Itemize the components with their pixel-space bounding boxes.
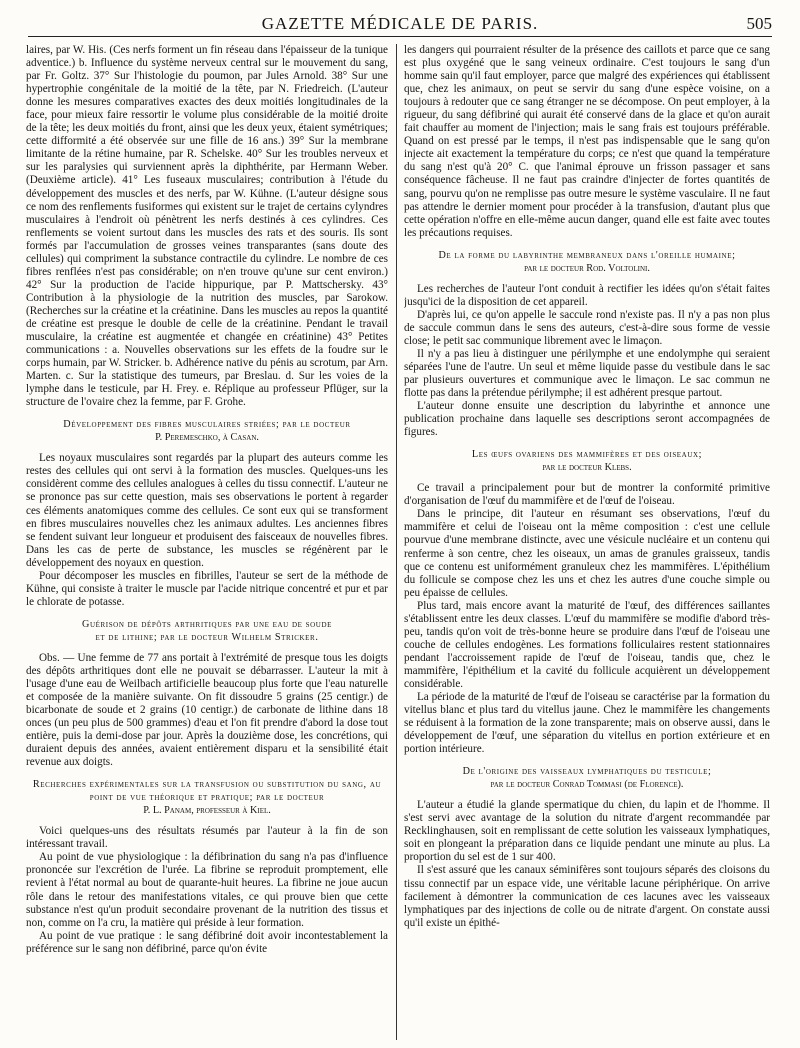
article-heading-transfusion: [26, 778, 388, 817]
contents-list: laires, par W. His. (Ces nerfs forment un fin réseau dans l'épaisseur de la tunique adventice.) b. Influence du système nerveux central sur le mouvement du sang, par Fr. Goltz. 37° Sur l'histologie du poumon, par Jules Arnold. 38° Sur une hypertrophie congénitale de la moitié de la tête, par N. Friedreich. (L'auteur donne les mesures comparatives exactes des deux moitiés longitudinales de la face, pour mieux faire ressortir le volume plus considérable de la moitié droite de la tête; les deux moitiés du front, ainsi que les deux yeux, étaient symétriques; cette difformité a été observée sur une fille de 16 ans.) 39° Sur la membrane limitante de la rétine humaine, par R. Schelske. 40° Sur les troubles nerveux et sur les paralysies qui surviennent après la diphthérite, par Hermann Weber. (Deuxième article). 41° Les fuseaux musculaires; contribution à l'étude du développement des muscles et des nerfs, par W. Kühne. (L'auteur désigne sous ce nom des renflements fusiformes qui existent sur le trajet de certains cylyndres musculaires à l'endroit où pénètrent les nerfs destinés à ces cylindres. Ces renflements se voient surtout dans les muscles des rats et des souris. Ils sont formés par l'accumulation de grosses veines transparantes (sans doute des cellules) qui compriment la substance contractile du cylindre. Le nombre de ces fibres renflées n'est pas considérable; on n'en trouve qu'une sur cent environ.) 42° Sur la production de l'acide hippurique, par P. Mattschersky. 43° Contribution à la physiologie de la nutrition des muscles, par Sarokow. (Recherches sur la créatine et la créatinine. Dans les muscles au repos la quantité de créatine est presque le double de celle de la créatinine. Pendant le travail musculaire, la créatine est augmentée et changée en créatinine) 43° Petites communications : a. Nouvelles observations sur les effets de la foudre sur le corps humain, par W. Stricker. b. Adhérence native du pénis au scrotum, par Arn. Marten. c. Sur la statistique des tumeurs, par Breslau. d. Sur les voies de la lymphe dans le testicule, par H. Frey. e. Réplique au professeur Pflüger, sur la structure de l'ovaire chez la femme, par F. Grohe.: [26, 44, 388, 409]
article-paragraph: Il n'y a pas lieu à distinguer une périlymphe et une endolymphe qui seraient séparées l'une de l'autre. Un seul et même liquide passe du vestibule dans le sac par plusieurs ouvertures et communique avec le limaçon. Le sac commun ne flotte pas dans la prétendue périlymphe; il est adhérent presque partout.: [404, 347, 770, 400]
article-paragraph: Il s'est assuré que les canaux séminifères sont toujours séparés des cloisons du tissu connectif par un espace vide, une véritable lacune périphérique. On arrive facilement à démontrer la communication de ces lacunes avec les vaisseaux lymphatiques par des injections de colle ou de nitrate d'argent. On constate aussi qu'il existe un épithé-: [404, 864, 770, 929]
article-title: Recherches expérimentales sur la transfusion ou substitution du sang, au point de vue théorique et pratique; par le docteur: [32, 779, 382, 804]
article-paragraph: Ce travail a principalement pour but de montrer la conformité primitive d'organisation de l'œuf du mammifère et de l'œuf de l'oiseau.: [404, 482, 770, 508]
article-heading-labyrinthe: [404, 249, 770, 275]
article-heading-fibres: [26, 418, 388, 444]
article-author: par le docteur Rod. Voltolini.: [524, 262, 650, 274]
article-title: Développement des fibres musculaires striées; par le docteur: [63, 419, 351, 431]
column-divider: [396, 44, 397, 1040]
article-paragraph: Au point de vue pratique : le sang défibriné doit avoir incontestablement la préférence sur le sang non défibriné, parce qu'on évite: [26, 929, 388, 955]
left-column: [26, 44, 388, 1040]
article-heading-oeufs: [404, 448, 770, 474]
article-title: De l'origine des vaisseaux lymphatiques du testicule;: [462, 766, 712, 778]
article-paragraph: Voici quelques-uns des résultats résumés par l'auteur à la fin de son intéressant travail.: [26, 825, 388, 851]
article-paragraph: Les recherches de l'auteur l'ont conduit à rectifier les idées qu'on s'était faites jusqu'ici de la disposition de cet appareil.: [404, 282, 770, 308]
article-paragraph: Plus tard, mais encore avant la maturité de l'œuf, des différences saillantes s'établissent entre les deux classes. L'œuf du mammifère se modifie d'abord très-peu, tandis qu'on voit de très-bonne heure se produire dans l'œuf de l'oiseau une couche de cellules endogènes. Les formations folliculaires restent stationnaires pendant l'accroissement rapide de l'œuf de l'oiseau, tandis que, chez le mammifère, l'épithélium et la cavité du follicule acquièrent un développement considérable.: [404, 599, 770, 690]
article-paragraph: D'après lui, ce qu'on appelle le saccule rond n'existe pas. Il n'y a pas non plus de saccule commun dans le sens des auteurs, c'est-à-dire sous forme de vessie close; le petit sac communique librement avec le limaçon.: [404, 308, 770, 347]
article-paragraph: Au point de vue physiologique : la défibrination du sang n'a pas d'influence prononcée sur l'excrétion de l'urée. La fibrine se reproduit promptement, elle revient à l'état normal au bout de quarante-huit heures. La fibrine ne joue aucun rôle dans le retour des manifestations vitales, ce qui prouve bien que cette substance n'est qu'un produit secondaire provenant de la nutrition des tissus et non, comme on l'a cru, la matière qui préside à leur formation.: [26, 851, 388, 929]
article-paragraph: L'auteur a étudié la glande spermatique du chien, du lapin et de l'homme. Il s'est servi avec avantage de la solution du nitrate d'argent recommandée par Recklinghausen, soit en remplissant de cette solution les vaisseaux lymphatiques, soit en plongeant la préparation dans ce liquide pendant une minute au plus. La proportion du sel est de 1 sur 400.: [404, 799, 770, 864]
article-title: De la forme du labyrinthe membraneux dans l'oreille humaine;: [438, 249, 736, 261]
article-heading-lymphatiques: [404, 765, 770, 791]
article-author: et de lithine; par le docteur Wilhelm Stricker.: [95, 631, 319, 643]
article-paragraph: L'auteur donne ensuite une description du labyrinthe et annonce une publication prochaine dans laquelle ses descriptions seront accompagnées de figures.: [404, 400, 770, 439]
article-author: par le docteur Conrad Tommasi (de Florence).: [490, 779, 684, 791]
article-paragraph: Pour décomposer les muscles en fibrilles, l'auteur se sert de la méthode de Kühne, qui consiste à traiter le muscle par l'acide nitrique concentré et pur et par le chlorate de potasse.: [26, 569, 388, 608]
page-number: 505: [746, 14, 772, 33]
article-author: P. Peremeschko, à Casan.: [155, 432, 259, 444]
page-header: [28, 10, 772, 37]
article-paragraph: La période de la maturité de l'œuf de l'oiseau se caractérise par la formation du vitellus blanc et plus tard du vitellus jaune. Chez le mammifère les changements se réduisent à la formation de la zone transparente; mais on observe aussi, dans le développement de l'œuf, une séparation du vitellus en portion extérieure et en portion intérieure.: [404, 691, 770, 756]
article-paragraph: Les noyaux musculaires sont regardés par la plupart des auteurs comme les restes des cellules qui ont servi à la formation des muscles. Quelques-uns les considèrent comme des cellules analogues à celles du tissu connectif. L'auteur ne se prononce pas sur cette question, mais ses observations le portent à regarder ces éléments anatomiques comme des cellules. Ce sont eux qui se transforment en fibres musculaires nouvelles chez les animaux adultes. Les anciennes fibres se fendent suivant leur longueur et produisent des faisceaux de nouvelles fibres. Dans les cas de perte de substance, les muscles se régénèrent par le développement des noyaux en question.: [26, 452, 388, 569]
article-title: Guérison de dépôts arthritiques par une eau de soude: [82, 618, 332, 630]
article-paragraph: les dangers qui pourraient résulter de la présence des caillots et parce que ce sang est plus oxygéné que le sang veineux ordinaire. C'est toujours le sang d'un homme sain qu'il faut employer, parce que malgré des expériences qui établissent que, chez les animaux, on peut se servir du sang d'une espèce voisine, on a toujours à redouter que ce sang étranger ne se décompose. On peut employer, à la rigueur, du sang défibriné qui aurait été conservé dans de la glace et qu'on aurait fait chauffer au moment de l'injection; mais le sang frais est toujours préférable. Quand on est pressé par le temps, il n'est pas indispensable que le sang qu'on injecte ait exactement la température du corps; ce n'est que quand la température du sang n'est qu'à 20° C. que l'animal éprouve un frisson passager et sans conséquence fâcheuse. Il ne faut pas craindre d'injecter de fortes quantités de sang, pourvu qu'on ne remplisse pas outre mesure le système vasculaire. Il ne faut pas attendre le dernier moment pour procéder à la transfusion, d'autant plus que cette opération n'offre en elle-même aucun danger, quand elle est faite avec toutes les précautions requises.: [404, 44, 770, 239]
article-paragraph: Obs. — Une femme de 77 ans portait à l'extrémité de presque tous les doigts des dépôts arthritiques dont elle ne pouvait se débarrasser. L'auteur la mit à l'usage d'une eau de Weilbach artificielle beaucoup plus forte que l'eau naturelle et composée de la manière suivante. On fit dissoudre 5 grains (25 centigr.) de bicarbonate de soude et 2 grains (10 centigr.) de carbonate de lithine dans 18 onces (un peu plus de 500 grammes) d'eau et l'on fit prendre d'abord la dose tout entière, puis la demi-dose par jour. Après la douzième dose, les concrétions, qui duraient depuis des années, avaient entièrement disparu et la sensibilité était revenue aux doigts.: [26, 651, 388, 769]
article-author: P. L. Panam, professeur à Kiel.: [143, 805, 271, 817]
right-column: [404, 44, 770, 1040]
journal-title: GAZETTE MÉDICALE DE PARIS.: [261, 14, 539, 33]
article-paragraph: Dans le principe, dit l'auteur en résumant ses observations, l'œuf du mammifère et celui de l'oiseau ont la même composition : c'est une cellule pourvue d'une membrane distincte, avec une vésicule nucléaire et un contenu qui renferme à son centre, chez les oiseaux, un amas de granules graisseux, tandis que ce contenu est uniformément granuleux chez les mammifères. L'épithélium du follicule se compose chez les uns et chez les autres d'une couche simple ou peu épaisse de cellules.: [404, 508, 770, 599]
article-title: Les œufs ovariens des mammifères et des oiseaux;: [471, 449, 703, 461]
article-heading-arthritiques: [26, 618, 388, 644]
article-author: par le docteur Klebs.: [542, 462, 632, 474]
